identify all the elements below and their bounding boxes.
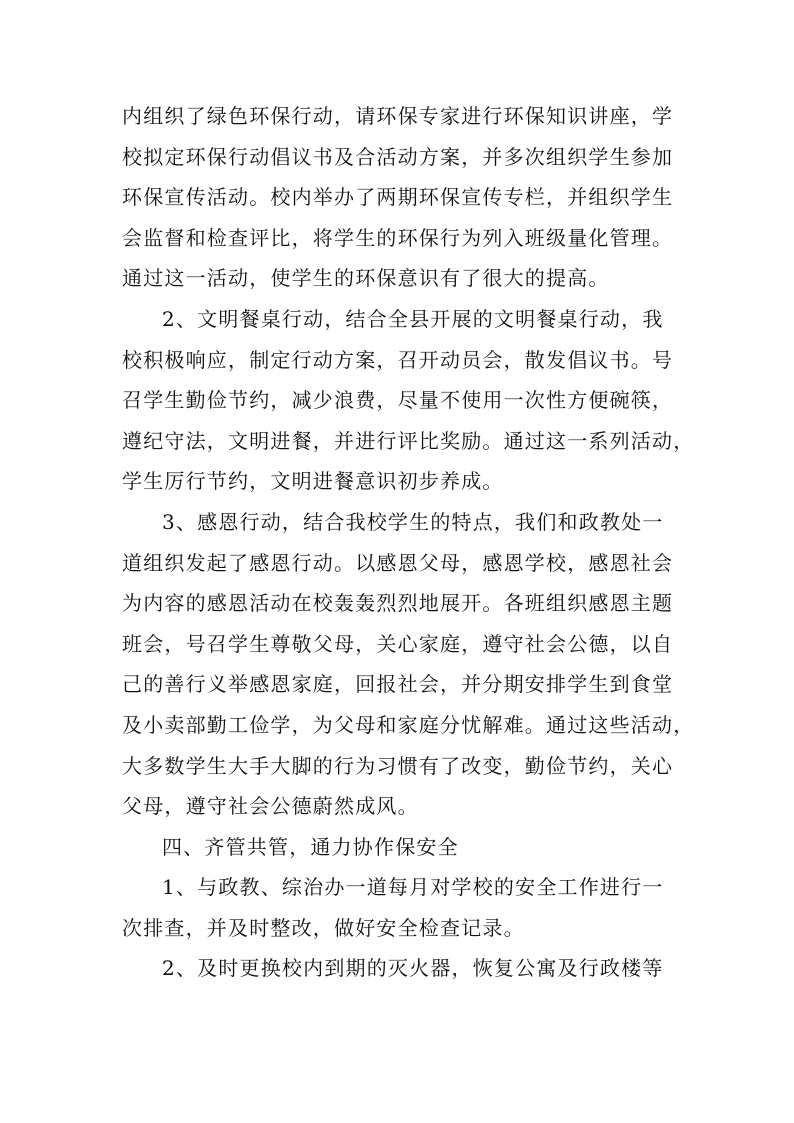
text-line: 己的善行义举感恩家庭，回报社会，并分期安排学生到食堂 [122, 672, 674, 697]
text-line: 大多数学生大手大脚的行为习惯有了改变，勤俭节约，关心 [122, 753, 674, 778]
text-line: 学生厉行节约，文明进餐意识初步养成。 [122, 469, 504, 494]
text-line: 为内容的感恩活动在校轰轰烈烈地展开。各班组织感恩主题 [122, 591, 674, 616]
text-line: 通过这一活动，使学生的环保意识有了很大的提高。 [122, 266, 610, 291]
text-line: 会监督和检查评比，将学生的环保行为列入班级量化管理。 [122, 225, 674, 250]
text-line: 校积极响应，制定行动方案，召开动员会，散发倡议书。号 [122, 347, 674, 372]
text-line: 3、感恩行动，结合我校学生的特点，我们和政教处一 [162, 509, 664, 534]
text-line: 2、及时更换校内到期的灭火器，恢复公寓及行政楼等 [162, 956, 664, 981]
text-line: 2、文明餐桌行动，结合全县开展的文明餐桌行动，我 [162, 306, 664, 331]
text-line: 父母，遵守社会公德蔚然成风。 [122, 794, 419, 819]
text-line: 内组织了绿色环保行动，请环保专家进行环保知识讲座，学 [122, 104, 674, 128]
text-line: 1、与政教、综治办一道每月对学校的安全工作进行一 [162, 875, 664, 900]
text-line: 校拟定环保行动倡议书及合活动方案，并多次组织学生参加 [122, 144, 674, 169]
text-line: 道组织发起了感恩行动。以感恩父母，感恩学校，感恩社会 [122, 550, 674, 575]
text-line: 召学生勤俭节约，减少浪费，尽量不使用一次性方便碗筷， [122, 388, 674, 413]
text-line: 遵纪守法，文明进餐，并进行评比奖励。通过这一系列活动， [122, 428, 695, 453]
text-line: 班会，号召学生尊敬父母，关心家庭，遵守社会公德，以自 [122, 631, 674, 656]
document-body [122, 96, 695, 989]
text-line: 次排查，并及时整改，做好安全检查记录。 [122, 915, 525, 940]
section-heading: 四、齐管共管，通力协作保安全 [162, 834, 459, 859]
text-line: 环保宣传活动。校内举办了两期环保宣传专栏，并组织学生 [122, 185, 674, 210]
text-line: 及小卖部勤工俭学，为父母和家庭分忧解难。通过这些活动， [122, 712, 695, 737]
